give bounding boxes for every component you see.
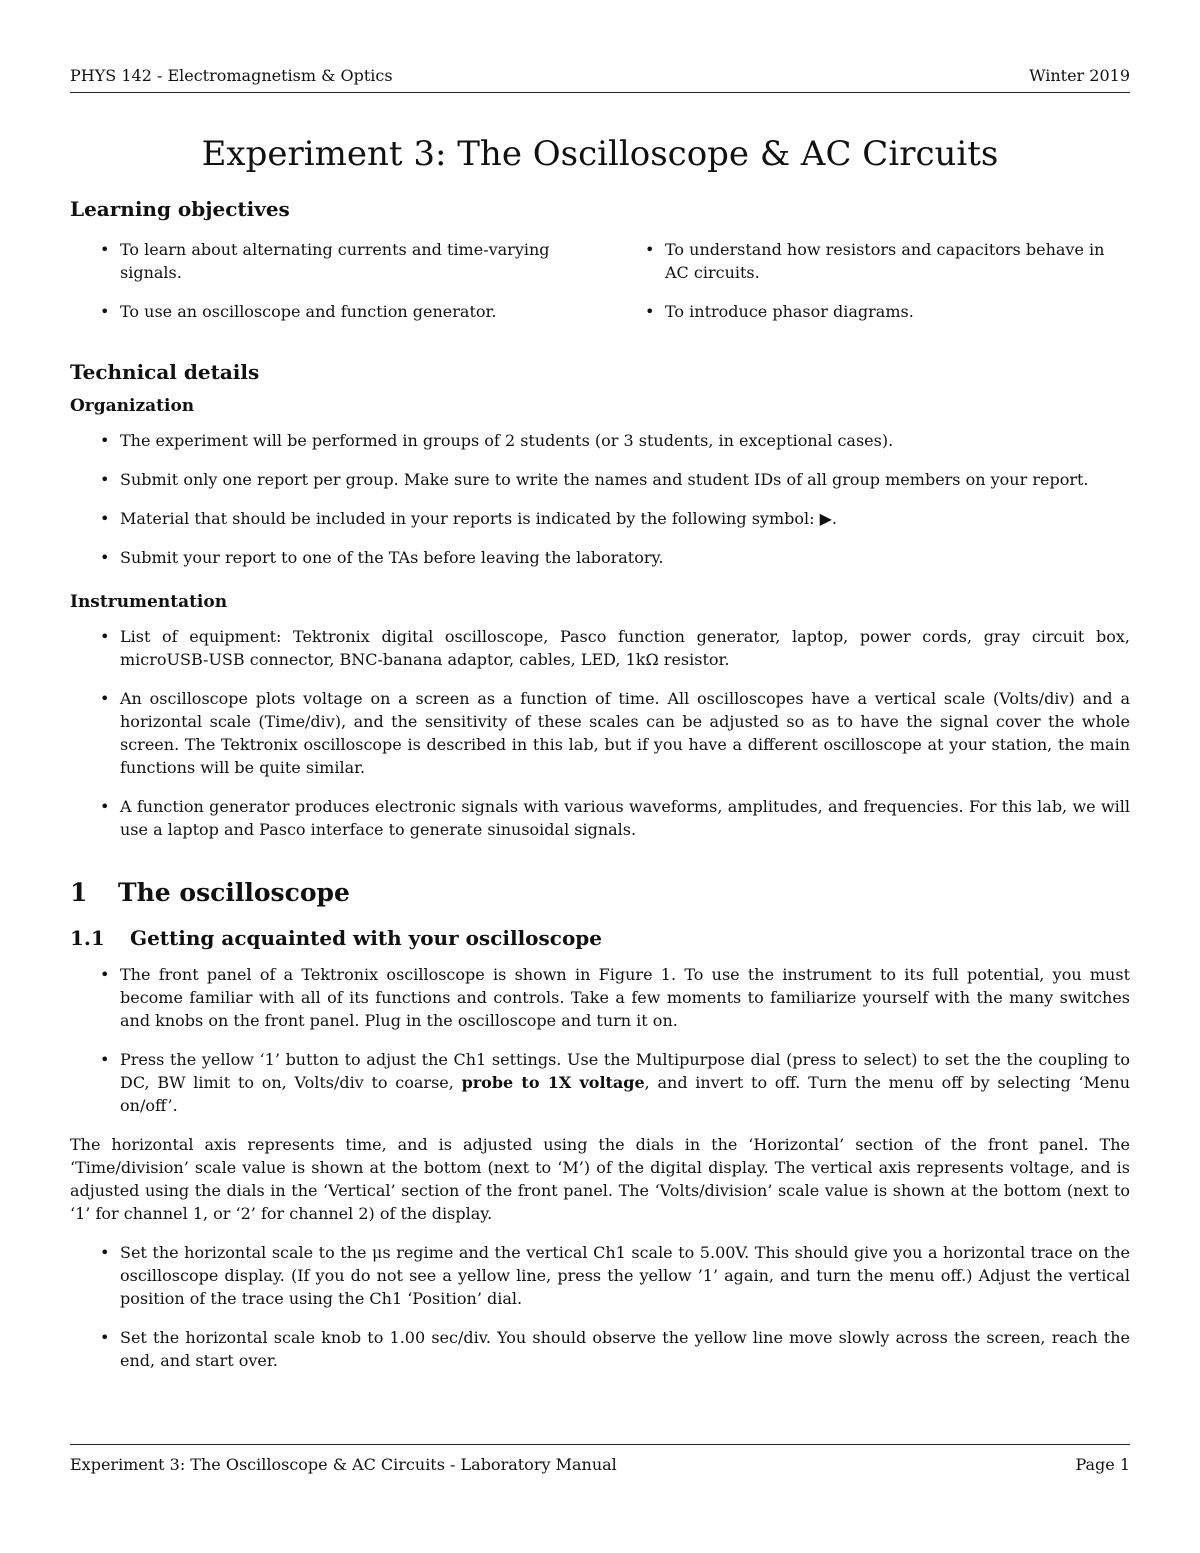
section-title: The oscilloscope (118, 878, 350, 907)
list-item: • The experiment will be performed in groups of 2 students (or 3 students, in exceptional cases). (70, 429, 1130, 452)
learning-objectives (70, 238, 1130, 339)
emphasis-text: probe to 1X voltage (461, 1073, 645, 1092)
header-term: Winter 2019 (1029, 66, 1130, 85)
list-item: • A function generator produces electronic signals with various waveforms, amplitudes, and frequencies. For this lab, we will use a laptop and Pasco interface to generate sinusoidal signals. (70, 795, 1130, 841)
document-title: Experiment 3: The Oscilloscope & AC Circuits (201, 134, 999, 174)
running-header (70, 66, 1130, 93)
learning-objectives-heading: Learning objectives (70, 197, 290, 221)
list-item: • The front panel of a Tektronix oscilloscope is shown in Figure 1. To use the instrument to its full potential, you must become familiar with all of its functions and controls. Take a few moments to familiarize yourself with the many switches and knobs on the front panel. Plug in the oscilloscope and turn it on. (70, 963, 1130, 1032)
running-footer (70, 1444, 1130, 1474)
list-item: • To learn about alternating currents and time-varying signals. (70, 238, 585, 284)
list-item: • Submit your report to one of the TAs before leaving the laboratory. (70, 546, 1130, 569)
footer-title: Experiment 3: The Oscilloscope & AC Circuits - Laboratory Manual (70, 1455, 617, 1474)
page-content (70, 132, 1130, 1388)
organization-list (70, 429, 1130, 569)
list-item: • Submit only one report per group. Make sure to write the names and student IDs of all group members on your report. (70, 468, 1130, 491)
section-number: 1 (70, 878, 88, 907)
section-1-heading (70, 877, 1130, 909)
list-item: • To introduce phasor diagrams. (615, 300, 1130, 323)
body-paragraph: The horizontal axis represents time, and is adjusted using the dials in the ‘Horizontal’ section of the front panel. The ‘Time/division’ scale value is shown at the bottom (next to ‘M’) of the digital display. The vertical axis represents voltage, and is adjusted using the dials in the ‘Vertical’ section of the front panel. The ‘Volts/division’ scale value is shown at the bottom (next to ‘1’ for channel 1, or ‘2’ for channel 2) of the display. (70, 1135, 1130, 1223)
technical-details-heading: Technical details (70, 360, 260, 384)
subsection-1-1-heading (70, 925, 1130, 951)
subsection-title: Getting acquainted with your oscilloscope (130, 926, 602, 950)
objectives-right-list (615, 238, 1130, 339)
acquainted-list-c (70, 1241, 1130, 1372)
subsection-number: 1.1 (70, 926, 105, 950)
instrumentation-list (70, 625, 1130, 841)
page-number: Page 1 (1075, 1455, 1130, 1474)
list-item: • Material that should be included in your reports is indicated by the following symbol: ▶. (70, 507, 1130, 530)
list-item (70, 1048, 1130, 1117)
instrumentation-heading: Instrumentation (70, 592, 228, 612)
list-item: • To use an oscilloscope and function generator. (70, 300, 585, 323)
item-text: , and invert to off. Turn the menu off by selecting ‘Menu on/off’. (120, 1073, 1131, 1115)
organization-heading: Organization (70, 396, 195, 416)
acquainted-list-a (70, 963, 1130, 1117)
objectives-left-list (70, 238, 585, 339)
list-item: • To understand how resistors and capacitors behave in AC circuits. (615, 238, 1130, 284)
item-text: Press the yellow ‘1’ button to adjust the Ch1 settings. Use the Multipurpose dial (press to select) to set the the coupling to DC, BW limit to on, Volts/div to coarse, (120, 1050, 1130, 1092)
list-item: • Set the horizontal scale to the μs regime and the vertical Ch1 scale to 5.00V. This should give you a horizontal trace on the oscilloscope display. (If you do not see a yellow line, press the yellow ’1’ again, and turn the menu off.) Adjust the vertical position of the trace using the Ch1 ‘Position’ dial. (70, 1241, 1130, 1310)
header-course: PHYS 142 - Electromagnetism & Optics (70, 66, 393, 85)
list-item: • List of equipment: Tektronix digital oscilloscope, Pasco function generator, laptop, power cords, gray circuit box, microUSB-USB connector, BNC-banana adaptor, cables, LED, 1kΩ resistor. (70, 625, 1130, 671)
list-item: • An oscilloscope plots voltage on a screen as a function of time. All oscilloscopes have a vertical scale (Volts/div) and a horizontal scale (Time/div), and the sensitivity of these scales can be adjusted so as to have the signal cover the whole screen. The Tektronix oscilloscope is described in this lab, but if you have a different oscilloscope at your station, the main functions will be quite similar. (70, 687, 1130, 779)
list-item: • Set the horizontal scale knob to 1.00 sec/div. You should observe the yellow line move slowly across the screen, reach the end, and start over. (70, 1326, 1130, 1372)
